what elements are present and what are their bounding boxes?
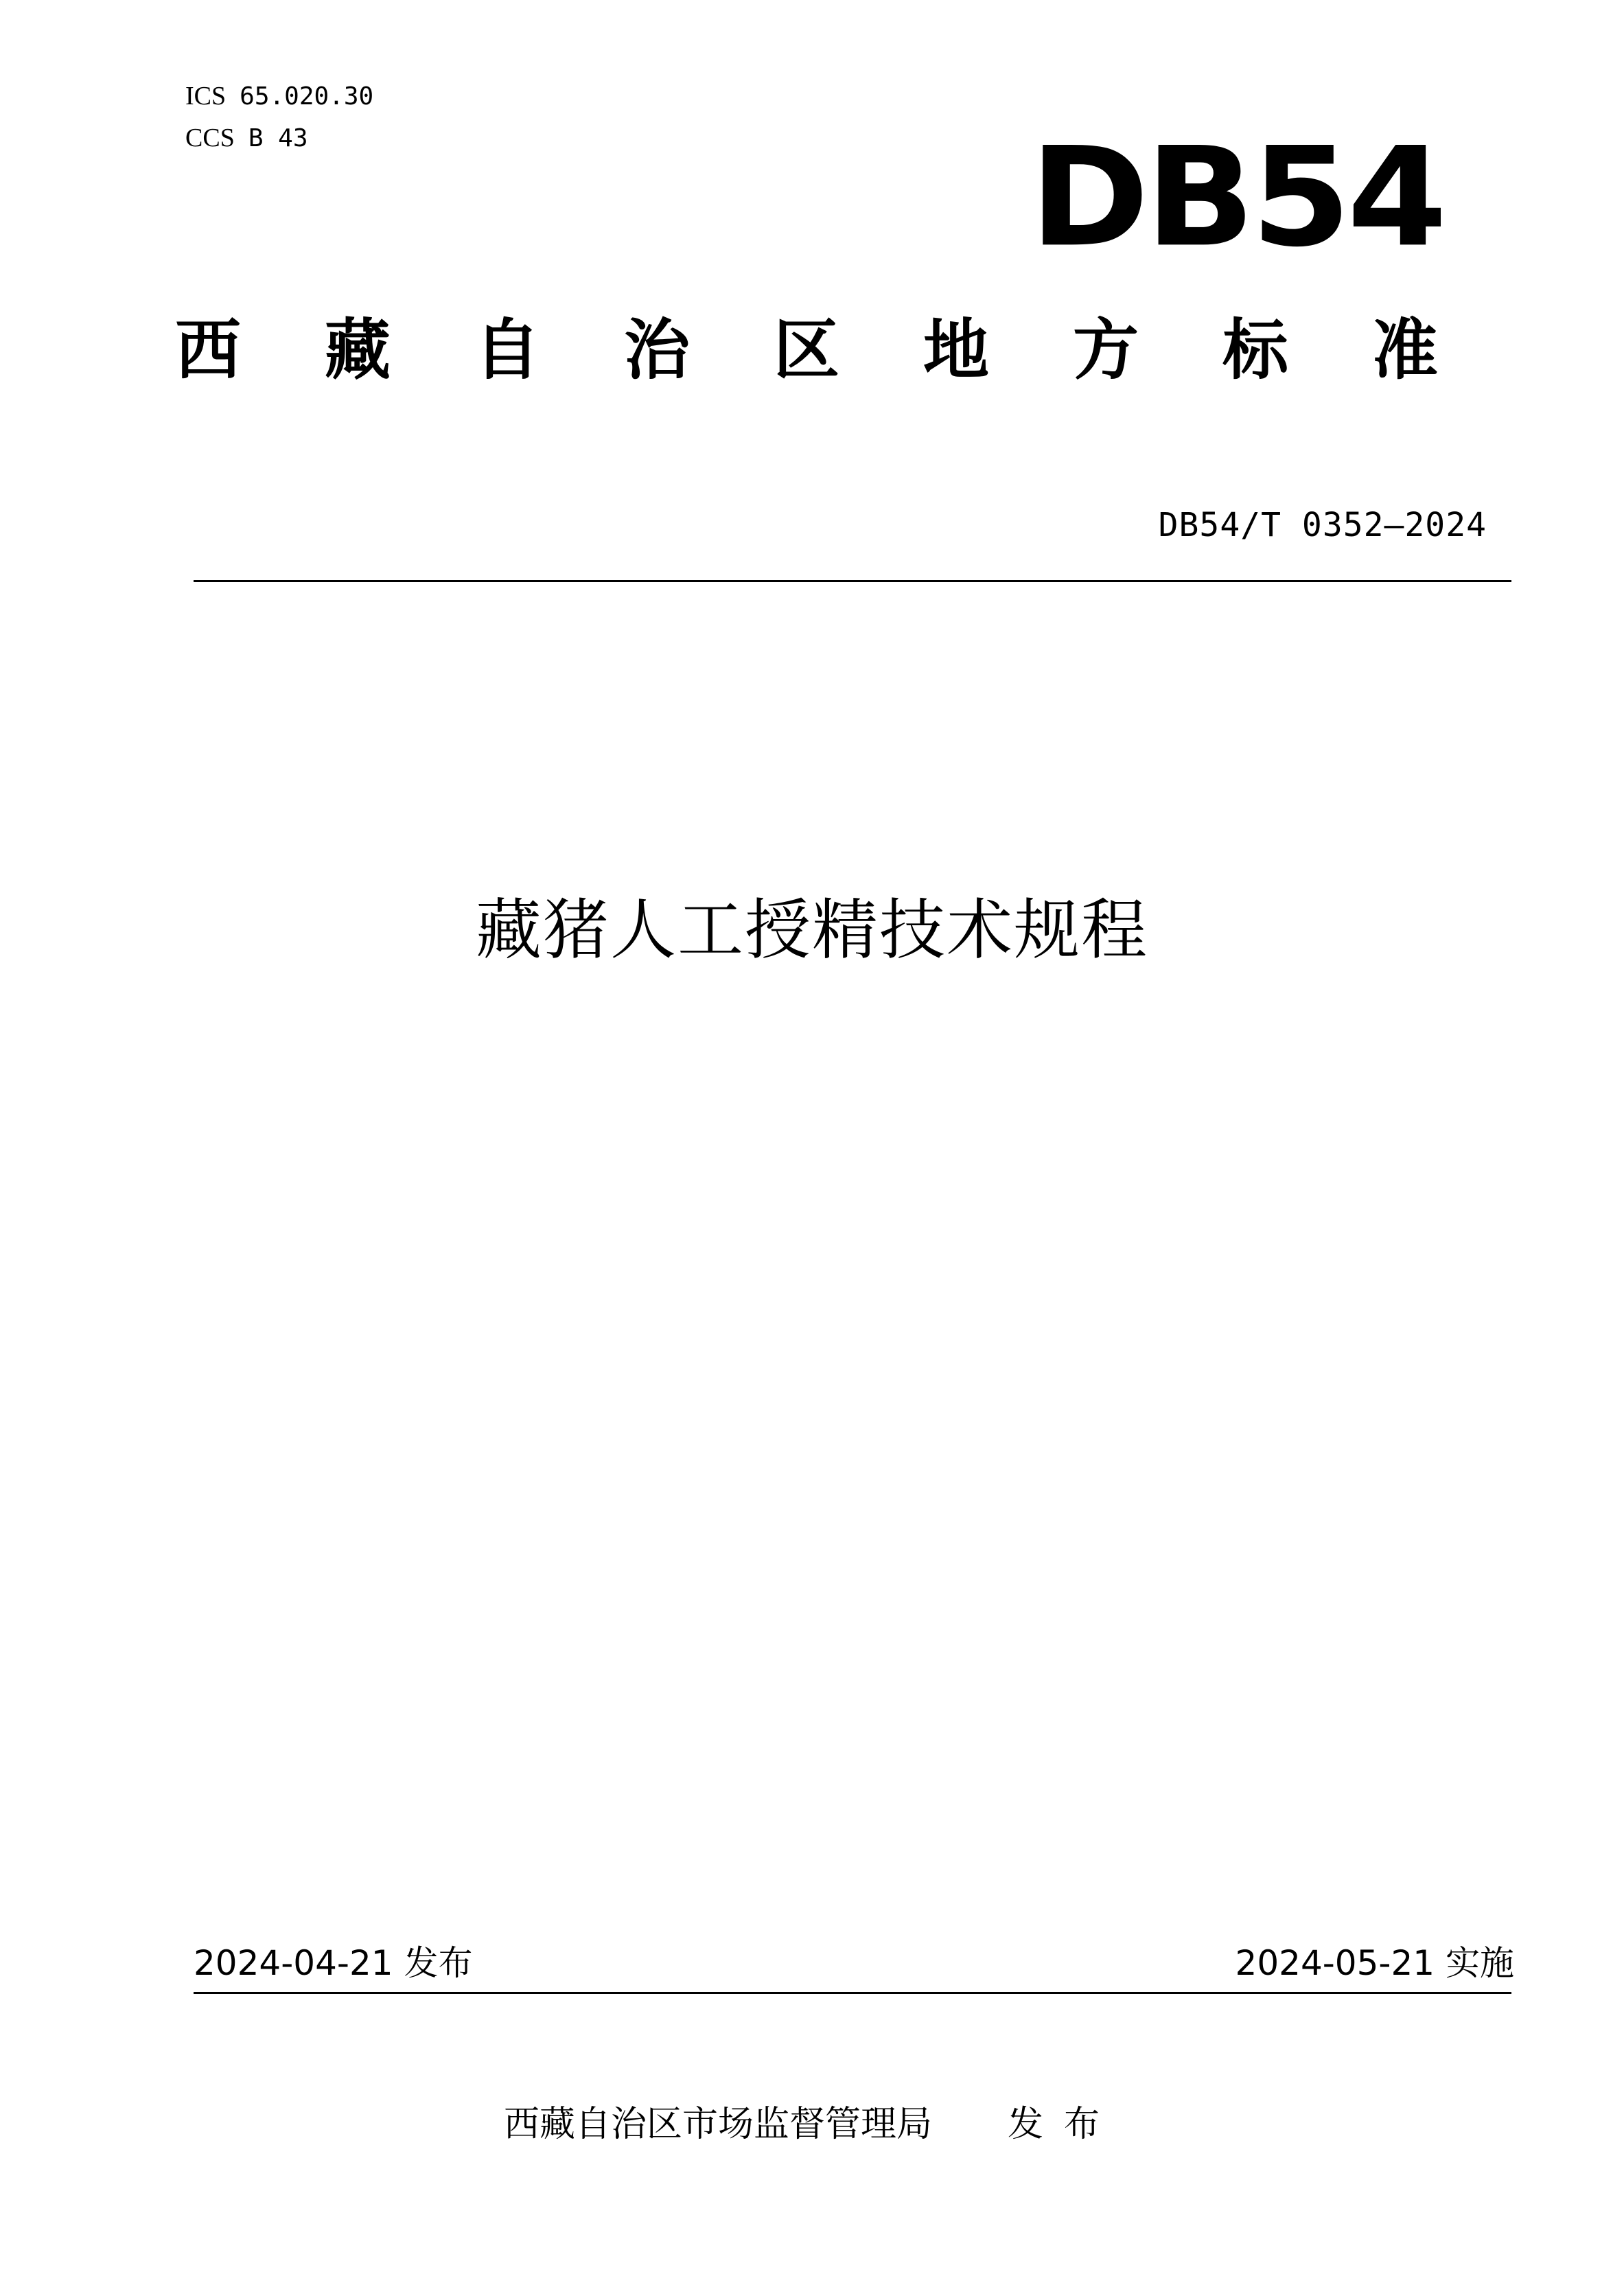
issue-date: 2024-04-21 发布 bbox=[194, 1943, 473, 1983]
heading-char: 标 bbox=[1222, 312, 1288, 389]
standard-type-heading bbox=[175, 309, 1438, 391]
ccs-code: B 43 bbox=[248, 124, 308, 152]
document-title: 藏猪人工授精技术规程 bbox=[476, 892, 1148, 969]
heading-char: 藏 bbox=[325, 312, 391, 389]
heading-char: 自 bbox=[474, 312, 540, 389]
standard-number: DB54/T 0352—2024 bbox=[1158, 506, 1487, 544]
heading-char: 区 bbox=[774, 312, 839, 389]
ics-code: 65.020.30 bbox=[240, 82, 374, 111]
ics-line bbox=[185, 76, 373, 117]
heading-char: 地 bbox=[923, 312, 989, 389]
issuer-name: 西藏自治区市场监督管理局 bbox=[503, 2104, 932, 2145]
db54-logo: DB54 bbox=[1030, 117, 1443, 277]
ccs-line bbox=[185, 117, 373, 159]
issuer-verb: 发布 bbox=[1008, 2104, 1121, 2145]
bottom-divider bbox=[194, 1992, 1511, 1994]
heading-char: 准 bbox=[1372, 312, 1438, 389]
implementation-date: 2024-05-21 实施 bbox=[1235, 1943, 1514, 1983]
heading-char: 西 bbox=[175, 312, 241, 389]
ics-label: ICS bbox=[185, 82, 227, 111]
heading-char: 方 bbox=[1073, 312, 1139, 389]
heading-char: 治 bbox=[624, 312, 690, 389]
issuer-line bbox=[0, 2097, 1624, 2152]
classification-codes bbox=[185, 76, 373, 159]
top-divider bbox=[194, 580, 1511, 582]
ccs-label: CCS bbox=[185, 124, 235, 152]
